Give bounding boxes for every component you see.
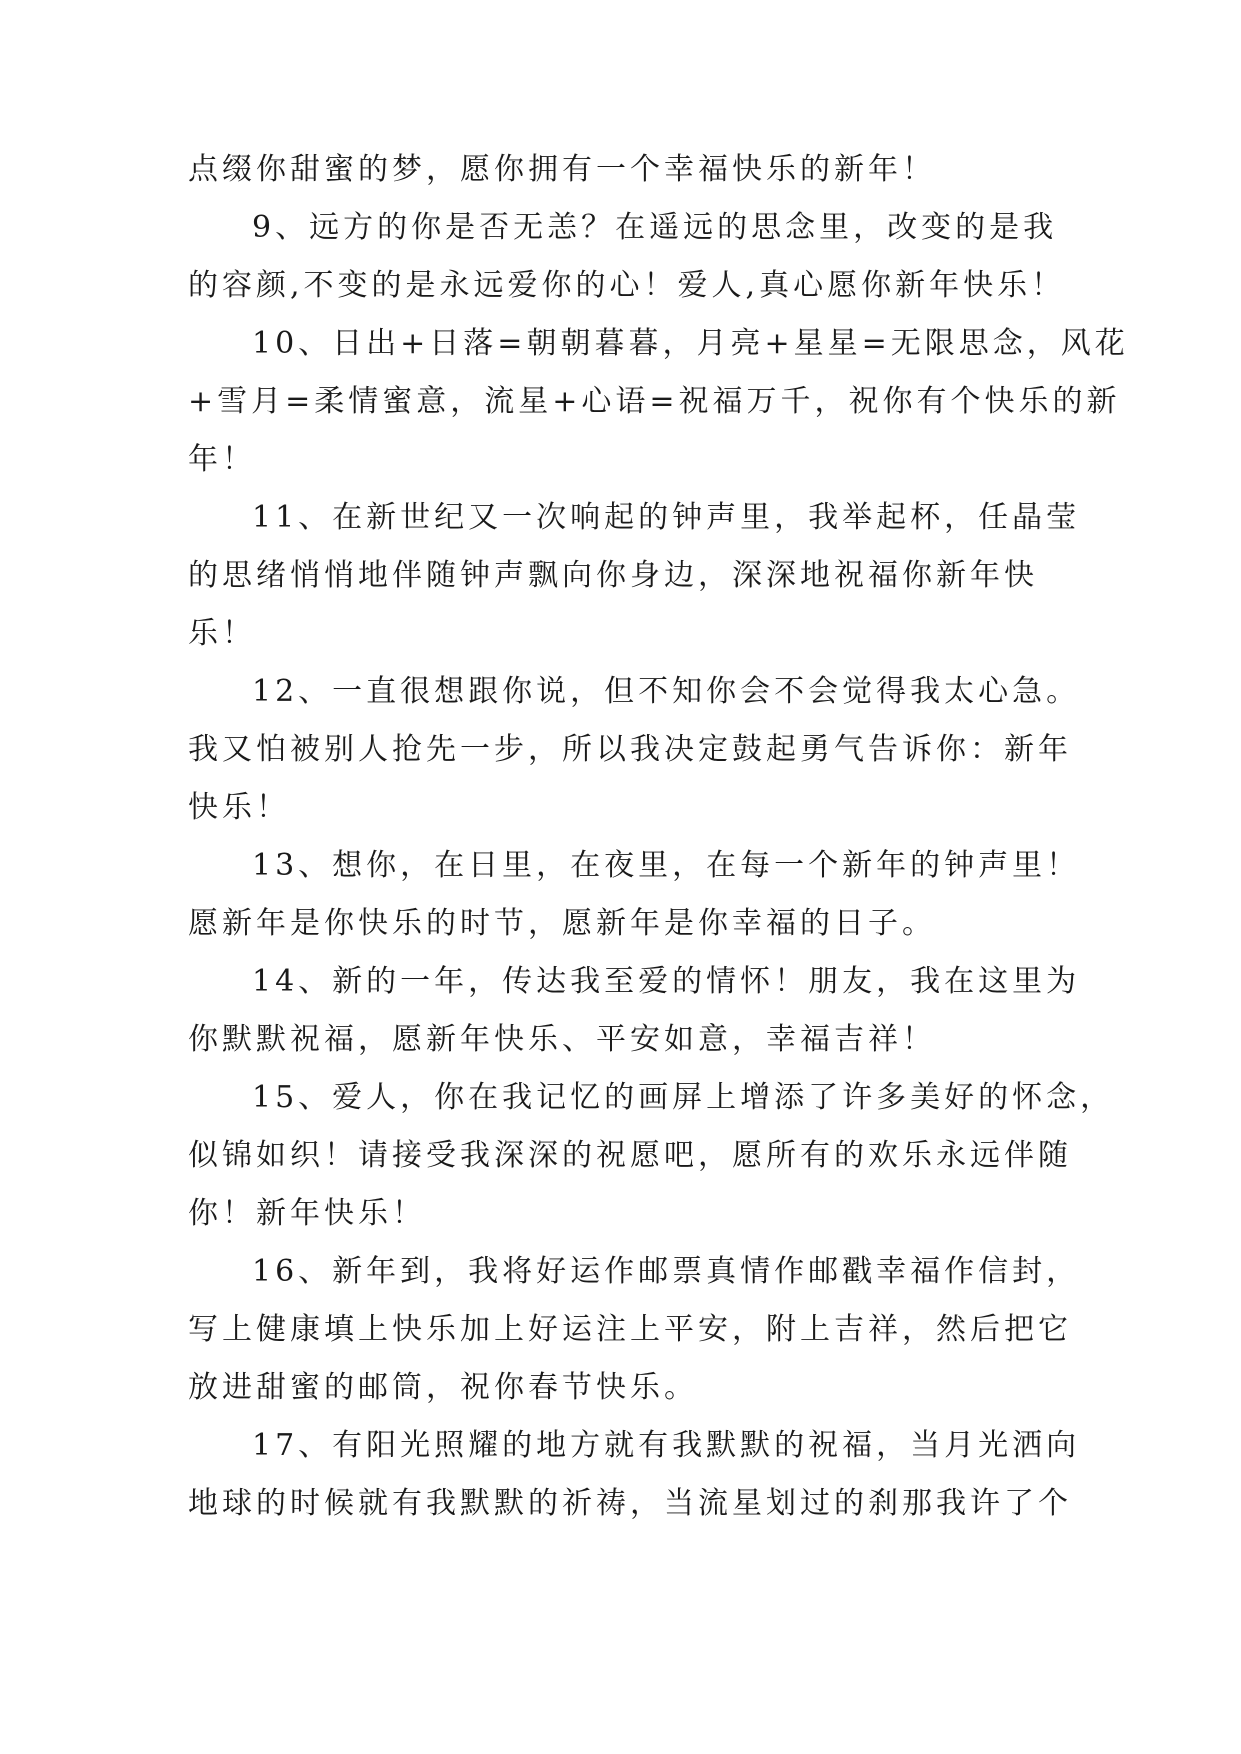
text-line: 写上健康填上快乐加上好运注上平安，附上吉祥，然后把它 bbox=[188, 1312, 1072, 1347]
text-line: 愿新年是你快乐的时节，愿新年是你幸福的日子。 bbox=[188, 906, 936, 941]
text-line: 快乐！ bbox=[188, 790, 290, 825]
text-line: 放进甜蜜的邮筒，祝你春节快乐。 bbox=[188, 1370, 698, 1405]
text-line: 9、远方的你是否无恙？在遥远的思念里，改变的是我 bbox=[252, 210, 1058, 245]
text-line: 的容颜,不变的是永远爱你的心！爱人,真心愿你新年快乐！ bbox=[188, 268, 1066, 303]
text-line: 地球的时候就有我默默的祈祷，当流星划过的刹那我许了个 bbox=[188, 1486, 1072, 1521]
text-line: 的思绪悄悄地伴随钟声飘向你身边，深深地祝福你新年快 bbox=[188, 558, 1038, 593]
text-line: 14、新的一年，传达我至爱的情怀！朋友，我在这里为 bbox=[252, 964, 1081, 999]
text-line: 点缀你甜蜜的梦，愿你拥有一个幸福快乐的新年！ bbox=[188, 152, 936, 187]
text-line: 13、想你，在日里，在夜里，在每一个新年的钟声里！ bbox=[252, 848, 1081, 883]
text-line: 我又怕被别人抢先一步，所以我决定鼓起勇气告诉你：新年 bbox=[188, 732, 1072, 767]
text-line: 11、在新世纪又一次响起的钟声里，我举起杯，任晶莹 bbox=[252, 500, 1081, 535]
text-line: 10、日出+日落=朝朝暮暮，月亮+星星=无限思念，风花 bbox=[252, 326, 1129, 361]
text-line: 你！新年快乐！ bbox=[188, 1196, 426, 1231]
text-line: 乐！ bbox=[188, 616, 256, 651]
text-line: 你默默祝福，愿新年快乐、平安如意，幸福吉祥！ bbox=[188, 1022, 936, 1057]
text-line: +雪月=柔情蜜意，流星+心语=祝福万千，祝你有个快乐的新 bbox=[188, 384, 1121, 419]
text-line: 15、爱人，你在我记忆的画屏上增添了许多美好的怀念， bbox=[252, 1080, 1115, 1115]
text-line: 17、有阳光照耀的地方就有我默默的祝福，当月光洒向 bbox=[252, 1428, 1081, 1463]
text-line: 16、新年到，我将好运作邮票真情作邮戳幸福作信封， bbox=[252, 1254, 1081, 1289]
text-line: 似锦如织！请接受我深深的祝愿吧，愿所有的欢乐永远伴随 bbox=[188, 1138, 1072, 1173]
text-line: 12、一直很想跟你说，但不知你会不会觉得我太心急。 bbox=[252, 674, 1081, 709]
text-line: 年！ bbox=[188, 442, 256, 477]
